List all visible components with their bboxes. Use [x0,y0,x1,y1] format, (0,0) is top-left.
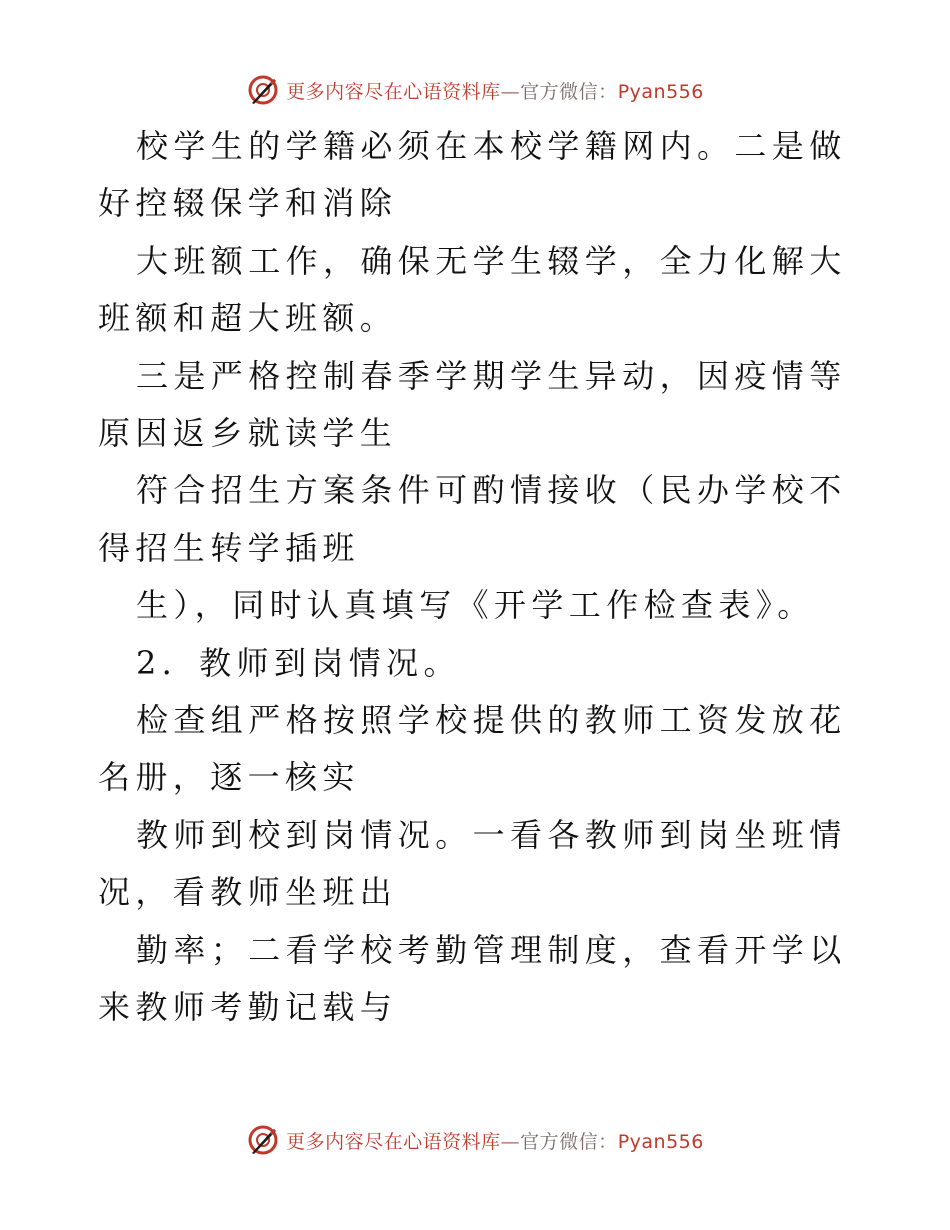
header-banner [0,70,950,110]
paragraph: 勤率；二看学校考勤管理制度，查看开学以来教师考勤记载与 [98,930,847,1027]
footer-wechat-label: 官方微信： [520,1130,618,1153]
paragraph: 2．教师到岗情况。 [136,643,461,682]
header-wechat-label: 官方微信： [520,80,618,103]
pen-logo-icon [246,1123,280,1157]
paragraph: 教师到校到岗情况。一看各教师到岗坐班情况，看教师坐班出 [98,815,847,912]
footer-site-text: 更多内容尽在心语资料库 [286,1130,501,1153]
paragraph: 校学生的学籍必须在本校学籍网内。二是做好控辍保学和消除 [98,127,847,223]
footer-banner [0,1120,950,1160]
paragraph: 检查组严格按照学校提供的教师工资发放花名册，逐一核实 [98,701,847,797]
paragraph: 三是严格控制春季学期学生异动，因疫情等原因返乡就读学生 [98,356,847,453]
footer-banner-text [286,1127,704,1154]
paragraph: 大班额工作，确保无学生辍学，全力化解大班额和超大班额。 [98,241,847,338]
header-wechat-id: Pyan556 [617,80,704,103]
paragraph: 生），同时认真填写《开学工作检查表》。 [136,586,815,625]
footer-wechat-id: Pyan556 [617,1130,704,1153]
header-dash: — [500,80,521,103]
body-text [98,118,858,1037]
paragraph: 符合招生方案条件可酌情接收（民办学校不得招生转学插班 [98,471,847,567]
footer-dash: — [500,1130,521,1153]
header-banner-text [286,77,704,104]
pen-logo-icon [246,73,280,107]
header-site-text: 更多内容尽在心语资料库 [286,80,501,103]
